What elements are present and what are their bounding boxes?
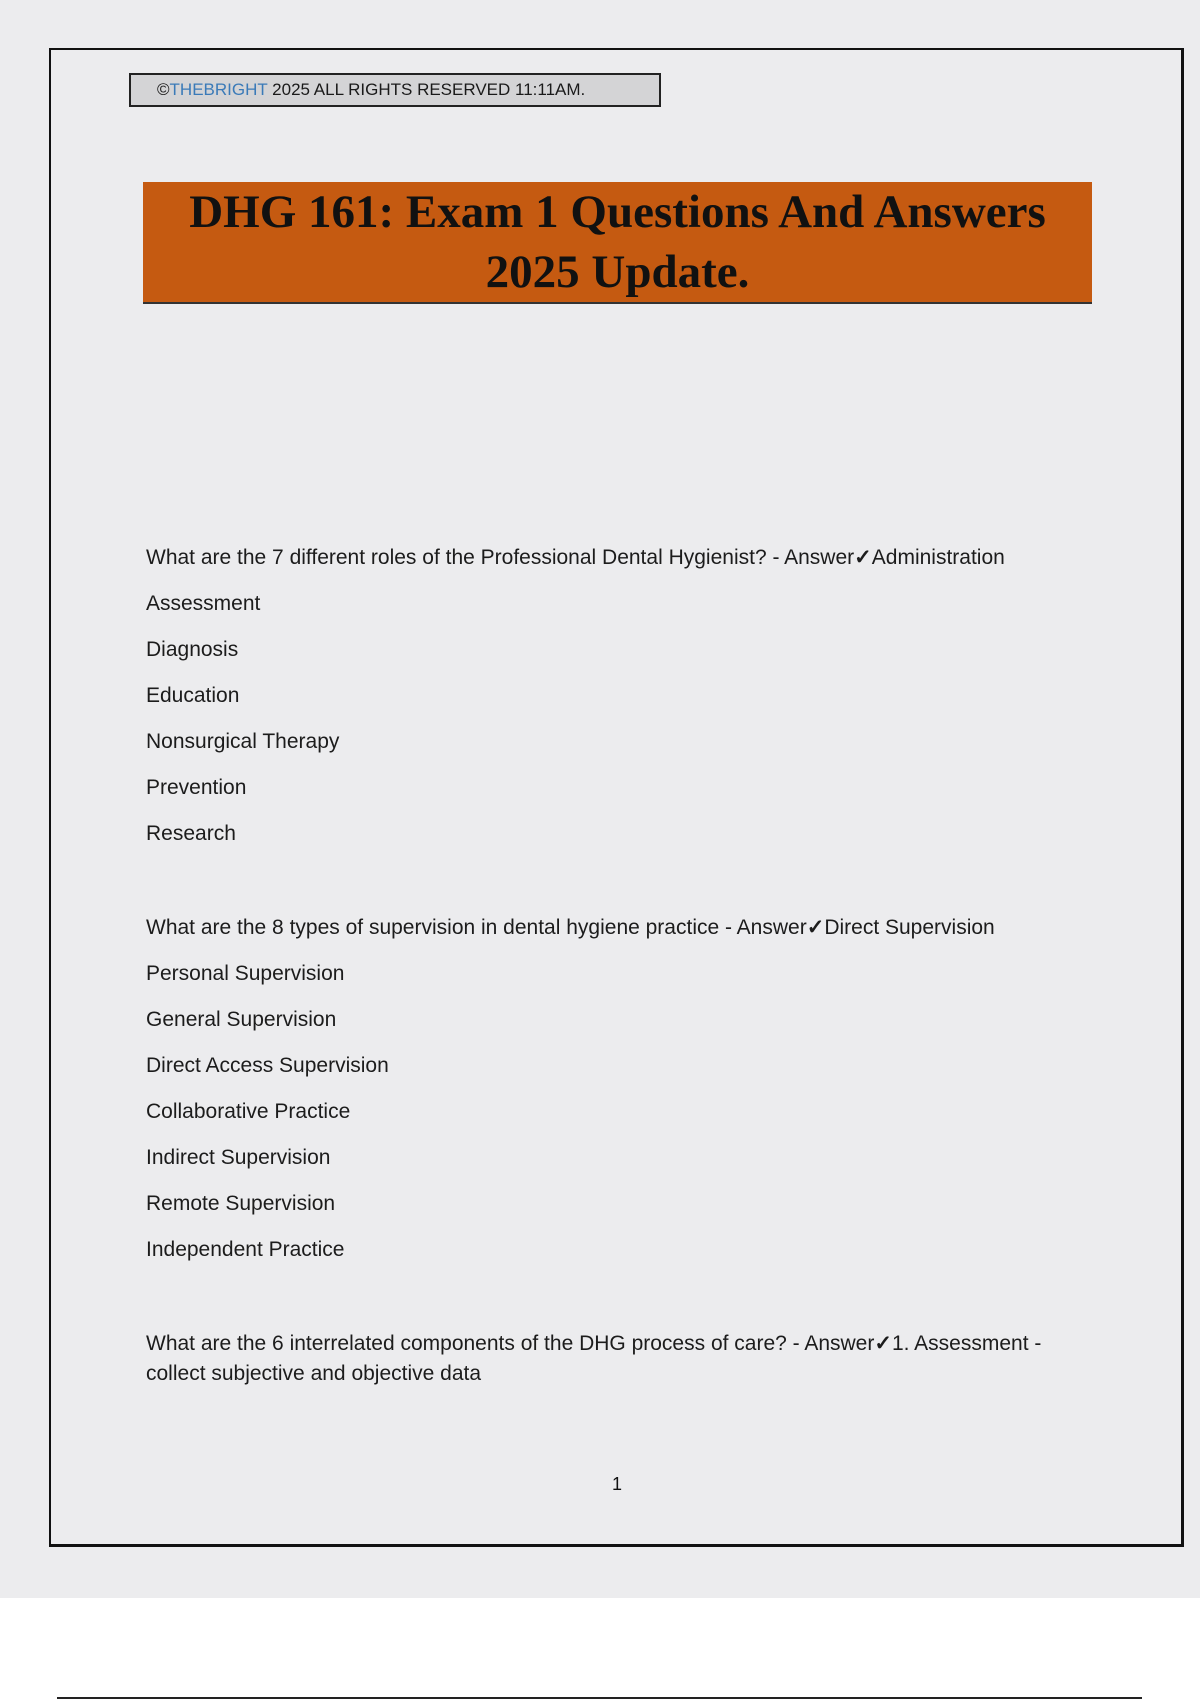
page-number: 1 [611, 1474, 622, 1494]
spacer [146, 1281, 1096, 1329]
answer-item: Education [146, 684, 240, 707]
answer-item: Collaborative Practice [146, 1100, 351, 1123]
qa-block-process-of-care [146, 1329, 1096, 1389]
question-text [146, 1329, 1096, 1389]
checkmark-icon: ✓ [854, 546, 872, 569]
title-banner [143, 182, 1092, 304]
question-label: What are the 8 types of supervision in dental hygiene practice - Answer [146, 916, 807, 939]
answer-item: Prevention [146, 776, 247, 799]
answer-item: Remote Supervision [146, 1192, 336, 1215]
checkmark-icon: ✓ [874, 1332, 892, 1355]
qa-block-roles [146, 543, 1096, 849]
copyright-symbol: © [157, 80, 170, 99]
answer-item: Personal Supervision [146, 962, 345, 985]
answer-item: Nonsurgical Therapy [146, 730, 340, 753]
title-line-2: 2025 Update. [485, 246, 750, 298]
answer-text: 1. Assessment - collect subjective and objective data [146, 1332, 1042, 1385]
copyright-brand: THEBRIGHT [169, 80, 268, 99]
copyright-notice [129, 73, 661, 107]
answer-item: Indirect Supervision [146, 1146, 331, 1169]
document-title [189, 182, 1046, 302]
answer-item: Diagnosis [146, 638, 239, 661]
question-label: What are the 7 different roles of the Professional Dental Hygienist? - Answer [146, 546, 855, 569]
answer-text: Direct Supervision [824, 916, 995, 939]
answer-item: Direct Access Supervision [146, 1054, 389, 1077]
answer-item: Assessment [146, 592, 261, 615]
answer-item: General Supervision [146, 1008, 337, 1031]
qa-block-supervision [146, 913, 1096, 1265]
answer-item: Independent Practice [146, 1238, 345, 1261]
checkmark-icon: ✓ [806, 916, 825, 939]
answer-item: Research [146, 822, 236, 845]
question-label: What are the 6 interrelated components of the DHG process of care? - Answer [146, 1332, 875, 1355]
title-line-1: DHG 161: Exam 1 Questions And Answers [189, 186, 1046, 238]
question-text [146, 543, 1096, 573]
spacer [146, 865, 1096, 913]
copyright-text: 2025 ALL RIGHTS RESERVED 11:11AM. [267, 80, 586, 99]
answer-text: Administration [871, 546, 1005, 569]
question-text [146, 913, 1096, 943]
next-page-divider [57, 1697, 1142, 1699]
document-content [146, 543, 1096, 1405]
